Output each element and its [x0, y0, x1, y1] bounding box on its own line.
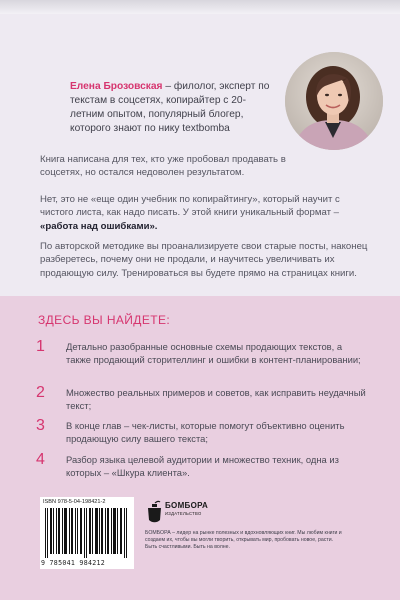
barcode-digits: 9 785041 984212 — [41, 559, 106, 567]
barcode-bars-icon — [43, 508, 131, 558]
intro-paragraph: Книга написана для тех, кто уже пробовал продавать в соцсетях, но остался недоволен результатом. — [40, 154, 286, 179]
format-highlight: «работа над ошибками». — [40, 220, 158, 232]
author-name: Елена Брозовская — [70, 81, 163, 92]
feature-text: Множество реальных примеров и советов, как исправить неудачный текст; — [66, 387, 366, 412]
author-description: – филолог, эксперт по текстам в соцсетях, копирайтер с 20-летним опытом, популярный блогер, которого знают по нику textbomba — [70, 81, 270, 134]
author-portrait-image — [285, 52, 383, 150]
publisher-logo — [145, 500, 209, 530]
top-edge-shadow — [0, 0, 400, 14]
publisher-name: БОМБОРА — [165, 501, 209, 510]
bomb-icon — [145, 500, 163, 524]
feature-number: 3 — [36, 417, 45, 434]
author-bio — [70, 80, 275, 136]
feature-number: 4 — [36, 451, 45, 468]
publisher-subtitle: ИЗДАТЕЛЬСТВО — [165, 511, 202, 516]
method-paragraph: По авторской методике вы проанализируете свои старые посты, наконец разберетесь, почему они не продали, и научитесь увеличивать их продающую силу. Тренироваться вы будете прямо на страницах книги. — [40, 241, 368, 279]
author-photo — [285, 52, 383, 150]
publisher-note: БОМБОРА – лидер на рынке полезных и вдохновляющих книг. Мы любим книги и создаем их, чтобы вы могли творить, открывать мир, пробовать новое, расти. Быть счастливыми. Быть на волне. — [145, 530, 342, 550]
barcode — [40, 497, 134, 569]
isbn-label: ISBN 978-5-04-198421-2 — [43, 499, 106, 505]
format-paragraph-text: Нет, это не «еще один учебник по копирайтингу», который научит с чистого листа, как надо писать. У этой книги уникальный формат – — [40, 194, 340, 219]
feature-text: В конце глав – чек-листы, которые помогут объективно оценить продающую силу вашего текста; — [66, 420, 345, 445]
feature-text: Разбор языка целевой аудитории и множество техник, одна из которых – «Шкура клиента». — [66, 454, 339, 479]
format-paragraph — [40, 193, 370, 233]
feature-number: 2 — [36, 384, 45, 401]
feature-number: 1 — [36, 338, 45, 355]
feature-text: Детально разобранные основные схемы продающих текстов, а также продающий сторителлинг и ошибки в контент-планировании; — [66, 341, 361, 366]
features-heading: ЗДЕСЬ ВЫ НАЙДЕТЕ: — [38, 313, 171, 327]
